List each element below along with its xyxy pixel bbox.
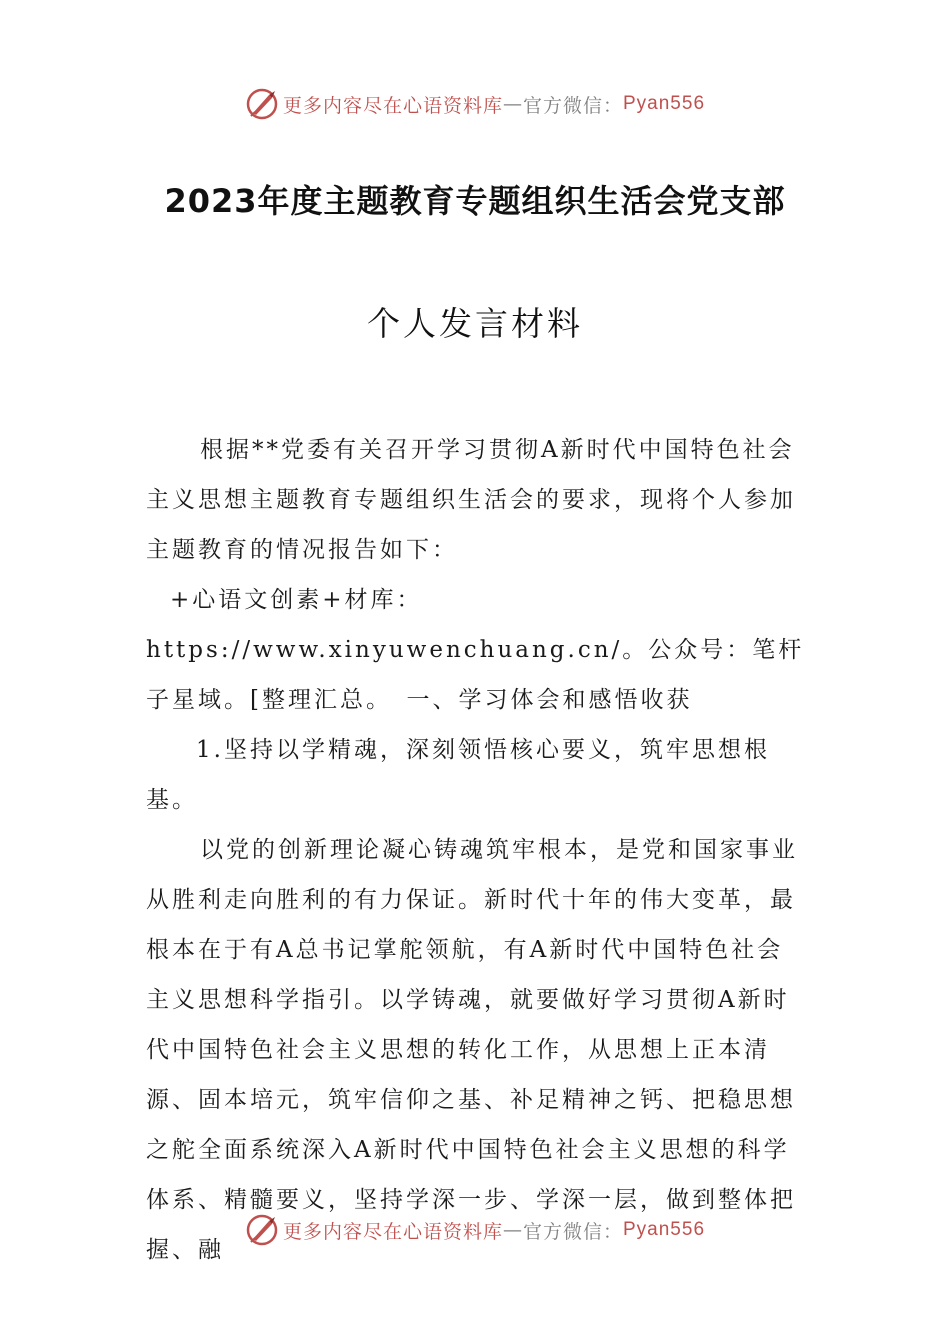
document-body (146, 425, 806, 1275)
watermark-text: 更多内容尽在心语资料库 (282, 1220, 503, 1243)
watermark-dash: — (502, 93, 523, 115)
watermark-footer (0, 1210, 950, 1250)
watermark-wechat-id: Pyan556 (623, 93, 706, 114)
paragraph-body: 以党的创新理论凝心铸魂筑牢根本，是党和国家事业从胜利走向胜利的有力保证。新时代十年的伟大变革，最根本在于有A总书记掌舵领航，有A新时代中国特色社会主义思想科学指引。以学铸魂，就要做好学习贯彻A新时代中国特色社会主义思想的转化工作，从思想上正本清源、固本培元，筑牢信仰之基、补足精神之钙、把稳思想之舵全面系统深入A新时代中国特色社会主义思想的科学体系、精髓要义，坚持学深一步、学深一层，做到整体把握、融 (146, 837, 798, 1263)
watermark-text: 更多内容尽在心语资料库 (282, 94, 503, 117)
document-title-line-1: 2023年度主题教育专题组织生活会党支部 (164, 182, 786, 220)
quill-pen-logo-icon (245, 1213, 279, 1247)
watermark-wechat-label: 官方微信： (522, 94, 623, 117)
watermark-dash: — (502, 1219, 523, 1241)
document-title-line-2: 个人发言材料 (367, 304, 583, 343)
paragraph-intro: 根据**党委有关召开学习贯彻A新时代中国特色社会主义思想主题教育专题组织生活会的要求，现将个人参加主题教育的情况报告如下： (146, 437, 796, 563)
watermark-header (0, 84, 950, 124)
paragraph-heading-1: 1.坚持以学精魂，深刻领悟核心要义，筑牢思想根基。 (146, 737, 770, 813)
watermark-wechat-label: 官方微信： (522, 1220, 623, 1243)
watermark-wechat-id: Pyan556 (623, 1219, 706, 1240)
paragraph-source-note: +心语文创素+材库：https://www.xinyuwenchuang.cn/。公众号：笔杆子星域。[整理汇总。 一、学习体会和感悟收获 (146, 587, 805, 713)
quill-pen-logo-icon (245, 87, 279, 121)
